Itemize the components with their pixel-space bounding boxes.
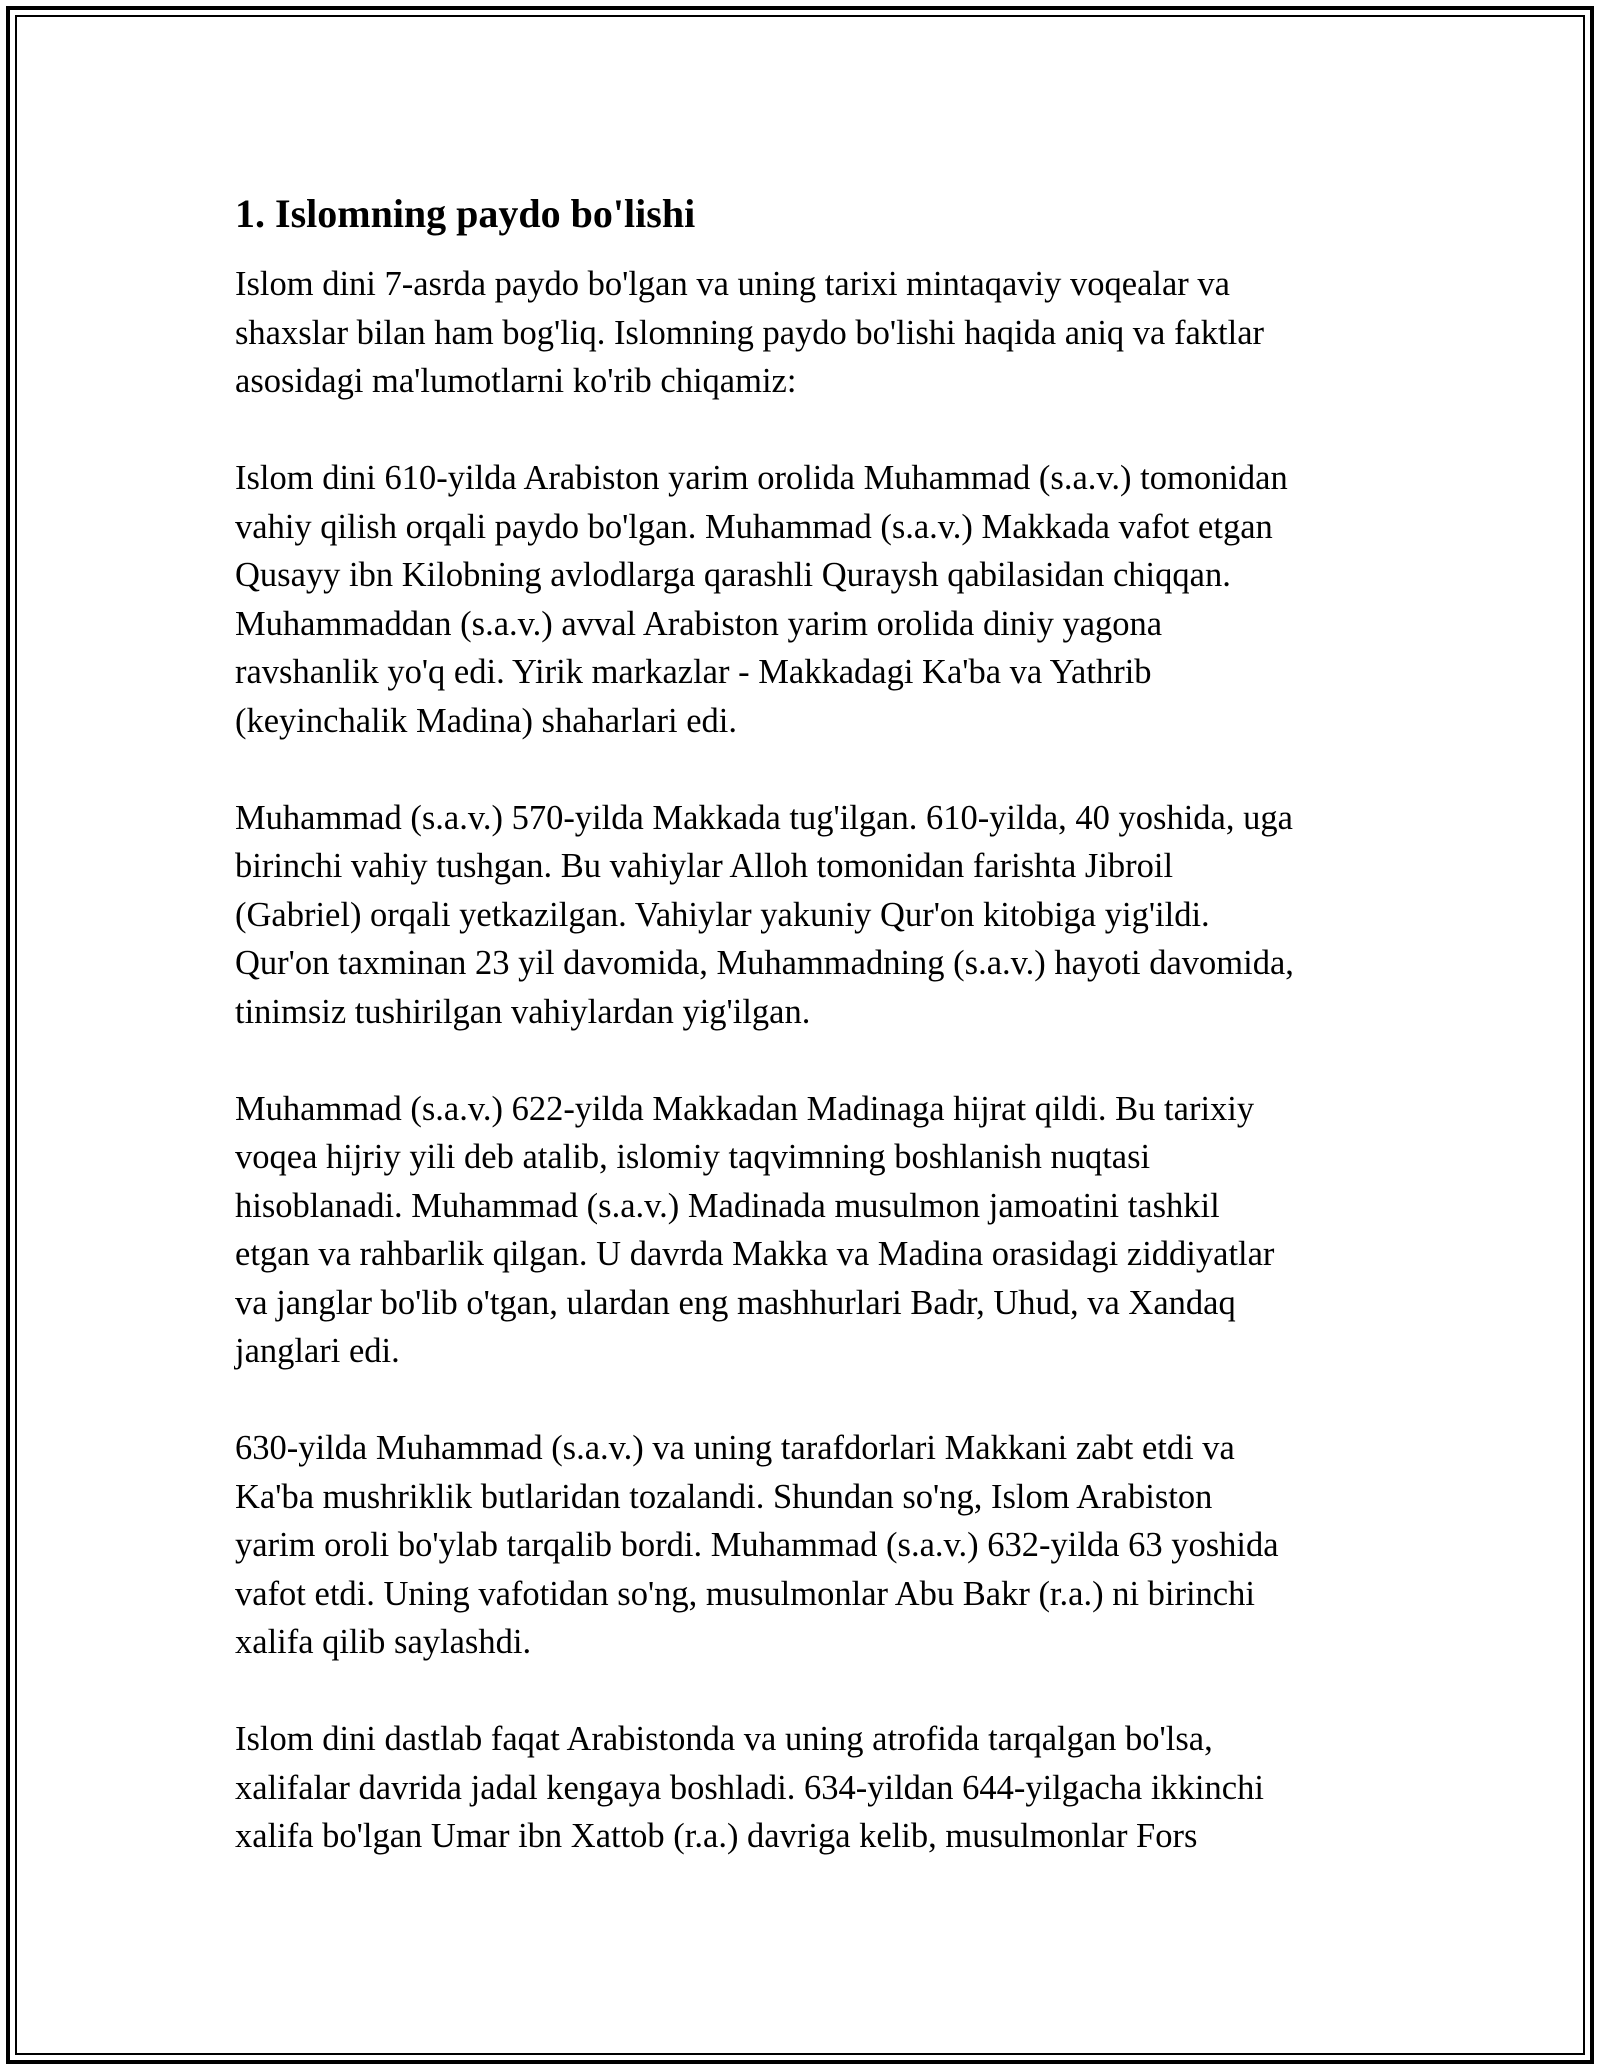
paragraph-intro (235, 260, 1365, 406)
text-line: voqea hijriy yili deb atalib, islomiy taqvimning boshlanish nuqtasi (235, 1138, 1151, 1176)
text-line: Islom dini dastlab faqat Arabistonda va uning atrofida tarqalgan bo'lsa, (235, 1720, 1213, 1758)
text-line: Ka'ba mushriklik butlaridan tozalandi. Shundan so'ng, Islom Arabiston (235, 1477, 1213, 1516)
paragraph-conquest (235, 1424, 1365, 1667)
text-line: xalifa qilib saylashdi. (235, 1623, 532, 1661)
paragraph-hijra (235, 1085, 1365, 1376)
text-line: Islom dini 610-yilda Arabiston yarim orolida Muhammad (s.a.v.) tomonidan (235, 459, 1288, 497)
text-line: janglari edi. (235, 1332, 400, 1370)
text-line: tinimsiz tushirilgan vahiylardan yig'ilgan. (235, 992, 811, 1031)
text-line: shaxslar bilan ham bog'liq. Islomning paydo bo'lishi haqida aniq va faktlar (235, 313, 1265, 352)
text-line: 630-yilda Muhammad (s.a.v.) va uning tarafdorlari Makkani zabt etdi va (235, 1429, 1235, 1467)
text-line: Muhammad (s.a.v.) 622-yilda Makkadan Madinaga hijrat qildi. Bu tarixiy (235, 1089, 1255, 1128)
section-heading: 1. Islomning paydo bo'lishi (235, 191, 696, 236)
text-line: yarim oroli bo'ylab tarqalib bordi. Muhammad (s.a.v.) 632-yilda 63 yoshida (235, 1526, 1279, 1564)
text-line: (keyinchalik Madina) shaharlari edi. (235, 701, 737, 740)
text-line: xalifalar davrida jadal kengaya boshladi. 634-yildan 644-yilgacha ikkinchi (235, 1768, 1264, 1807)
text-line: asosidagi ma'lumotlarni ko'rib chiqamiz: (235, 362, 797, 400)
text-line: Islom dini 7-asrda paydo bo'lgan va uning tarixi mintaqaviy voqealar va (235, 265, 1230, 303)
paragraph-origin (235, 454, 1365, 745)
text-line: Qusayy ibn Kilobning avlodlarga qarashli Quraysh qabilasidan chiqqan. (235, 556, 1231, 594)
text-line: Muhammaddan (s.a.v.) avval Arabiston yarim orolida diniy yagona (235, 604, 1163, 643)
text-line: Muhammad (s.a.v.) 570-yilda Makkada tug'ilgan. 610-yilda, 40 yoshida, uga (235, 798, 1293, 837)
text-line: vahiy qilish orqali paydo bo'lgan. Muhammad (s.a.v.) Makkada vafot etgan (235, 507, 1273, 546)
text-line: va janglar bo'lib o'tgan, ulardan eng mashhurlari Badr, Uhud, va Xandaq (235, 1283, 1236, 1322)
text-line: Qur'on taxminan 23 yil davomida, Muhammadning (s.a.v.) hayoti davomida, (235, 944, 1294, 982)
text-line: ravshanlik yo'q edi. Yirik markazlar - Makkadagi Ka'ba va Yathrib (235, 653, 1152, 691)
paragraph-revelation (235, 794, 1365, 1037)
text-line: vafot etdi. Uning vafotidan so'ng, musulmonlar Abu Bakr (r.a.) ni birinchi (235, 1574, 1255, 1613)
text-line: xalifa bo'lgan Umar ibn Xattob (r.a.) davriga kelib, musulmonlar Fors (235, 1817, 1198, 1855)
text-line: birinchi vahiy tushgan. Bu vahiylar Alloh tomonidan farishta Jibroil (235, 847, 1174, 885)
paragraph-expansion (235, 1715, 1365, 1861)
text-line: etgan va rahbarlik qilgan. U davrda Makka va Madina orasidagi ziddiyatlar (235, 1235, 1275, 1273)
text-line: (Gabriel) orqali yetkazilgan. Vahiylar yakuniy Qur'on kitobiga yig'ildi. (235, 895, 1210, 934)
text-line: hisoblanadi. Muhammad (s.a.v.) Madinada musulmon jamoatini tashkil (235, 1186, 1220, 1225)
document-body (235, 188, 1365, 1909)
